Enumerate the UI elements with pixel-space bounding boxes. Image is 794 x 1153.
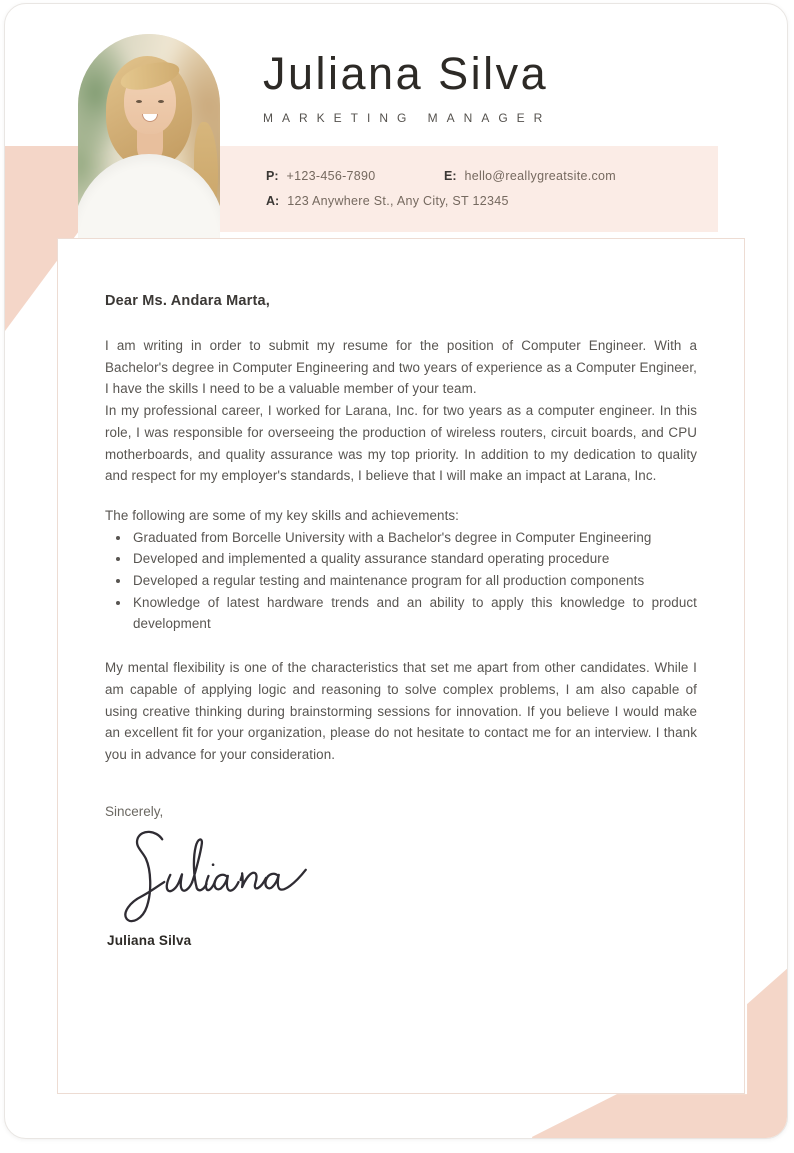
- skill-item: • Graduated from Borcelle University with a Bachelor's degree in Computer Engineering: [131, 527, 697, 549]
- address-entry: [266, 194, 509, 208]
- email-entry: [444, 169, 616, 183]
- person-name: Juliana Silva: [263, 48, 549, 99]
- skill-item: • Knowledge of latest hardware trends and an ability to apply this knowledge to product development: [131, 592, 697, 635]
- salutation: Dear Ms. Andara Marta,: [105, 293, 271, 309]
- person-eye: [136, 100, 142, 103]
- skill-item: • Developed a regular testing and maintenance program for all production components: [131, 570, 697, 592]
- email-label: E:: [444, 169, 457, 183]
- phone-label: P:: [266, 169, 279, 183]
- address-value: 123 Anywhere St., Any City, ST 12345: [287, 194, 509, 208]
- skills-list: [105, 527, 697, 636]
- letter-paragraph: I am writing in order to submit my resume for the position of Computer Engineer. With a Bachelor's degree in Computer Engineering and two years of experience as a Computer Engineer, I have the skills I need to be a valuable member of your team.: [105, 338, 697, 397]
- letterhead-card: [4, 3, 788, 1139]
- closing-paragraph: My mental flexibility is one of the characteristics that set me apart from other candidates. While I am capable of applying logic and reasoning to solve complex problems, I am also capable of using creative thinking during brainstorming sessions for innovation. If you believe I would make an excellent fit for your organization, please do not hesitate to contact me for an interview. I thank you in advance for your consideration.: [105, 660, 697, 762]
- letter-panel: [57, 238, 745, 1094]
- phone-value: +123-456-7890: [286, 169, 376, 183]
- contact-row: [266, 169, 736, 183]
- profile-photo: [78, 34, 220, 246]
- header: [263, 48, 743, 125]
- person-eye: [158, 100, 164, 103]
- contact-info: [266, 169, 736, 219]
- phone-entry: [266, 169, 444, 183]
- person-smile: [142, 114, 158, 122]
- email-value: hello@reallygreatsite.com: [464, 169, 616, 183]
- skill-item: • Developed and implemented a quality assurance standard operating procedure: [131, 548, 697, 570]
- signature-script: [97, 825, 321, 937]
- job-title: MARKETING MANAGER: [263, 111, 552, 125]
- address-label: A:: [266, 194, 280, 208]
- signature-name: Juliana Silva: [107, 932, 192, 948]
- contact-row: [266, 194, 736, 208]
- skills-intro: The following are some of my key skills and achievements:: [105, 507, 460, 523]
- signoff: Sincerely,: [105, 803, 164, 819]
- letter-paragraph: In my professional career, I worked for Larana, Inc. for two years as a computer engineer. In this role, I was responsible for overseeing the production of wireless routers, circuit boards, and CPU motherboards, and quality assurance was my top priority. In addition to my dedication to quality and respect for my employer's standards, I believe that I will make an impact at Larana, Inc.: [105, 403, 697, 484]
- letter-body: [105, 335, 697, 487]
